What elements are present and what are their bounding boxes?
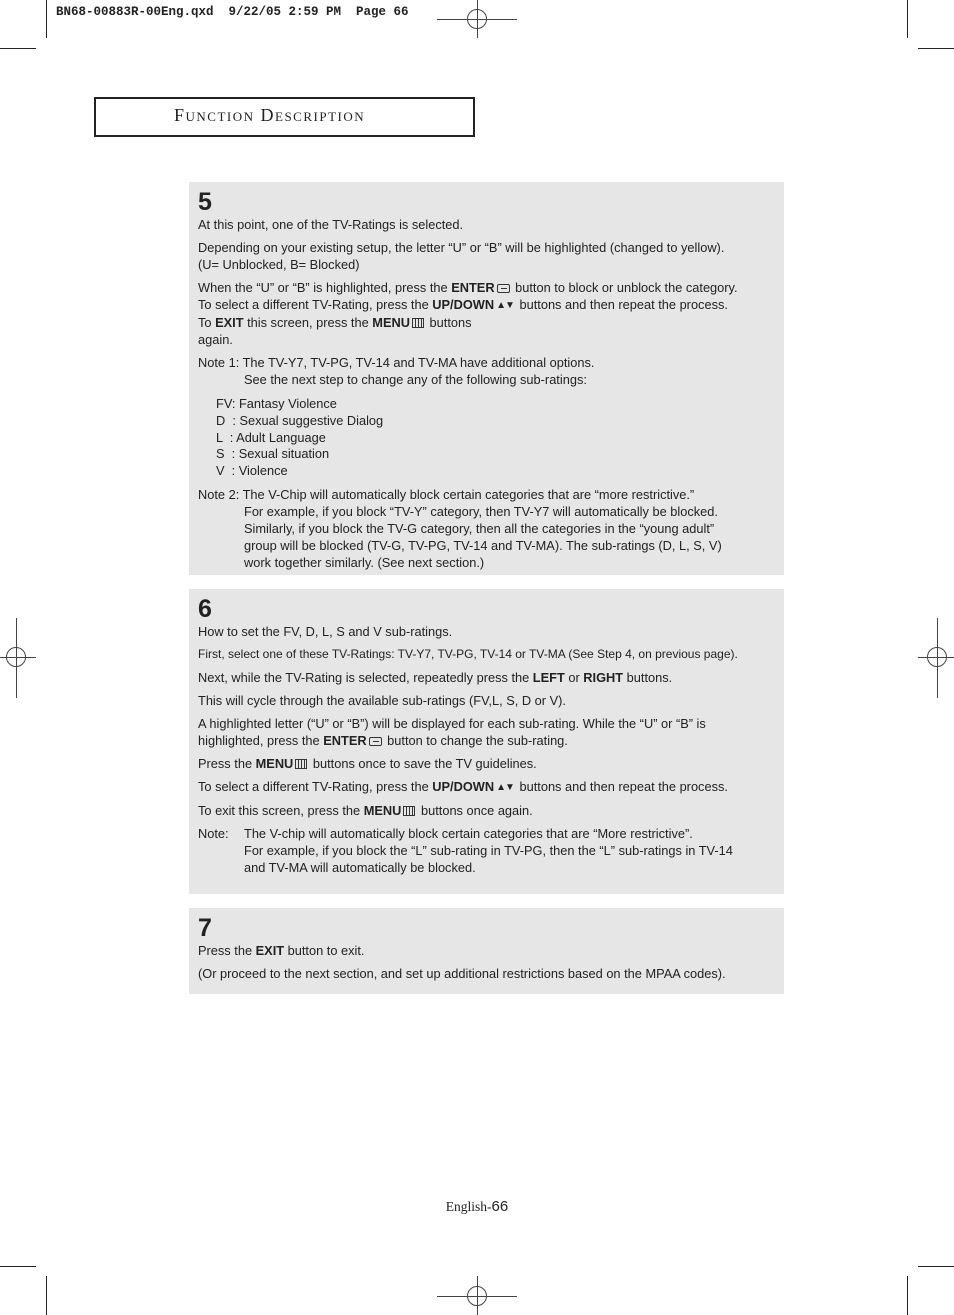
step-text bbox=[198, 778, 775, 796]
menu-icon bbox=[403, 806, 415, 816]
left-key-label: LEFT bbox=[532, 670, 565, 685]
step-text bbox=[198, 669, 775, 686]
step-text: First, select one of these TV-Ratings: TV-Y7, TV-PG, TV-14 or TV-MA (See Step 4, on previous page). bbox=[198, 647, 738, 661]
enter-icon bbox=[497, 284, 510, 293]
text-span: or bbox=[564, 670, 584, 685]
text-span: buttons. bbox=[623, 670, 673, 685]
crop-mark bbox=[907, 0, 908, 38]
sub-ratings-list bbox=[216, 396, 775, 480]
text-span: buttons and then repeat the process. bbox=[515, 297, 728, 312]
text-line: For example, if you block “TV-Y” category, then TV-Y7 will automatically be blocked. bbox=[244, 503, 718, 519]
crop-mark bbox=[46, 0, 47, 38]
list-item: D : Sexual suggestive Dialog bbox=[216, 412, 384, 428]
text-span: When the “U” or “B” is highlighted, press the bbox=[198, 280, 452, 295]
registration-line bbox=[0, 657, 36, 658]
text-span: To bbox=[198, 315, 216, 330]
footer-language: English- bbox=[445, 1199, 492, 1214]
text-line: group will be blocked (TV-G, TV-PG, TV-14 and TV-MA). The sub-ratings (D, L, S, V) bbox=[244, 537, 722, 553]
registration-line bbox=[918, 657, 954, 658]
menu-key-label: MENU bbox=[363, 803, 402, 818]
step-text bbox=[198, 279, 775, 348]
text-span: To select a different TV-Rating, press the bbox=[198, 297, 433, 312]
up-down-arrows-icon: ▲▼ bbox=[496, 300, 514, 311]
text-span: button to change the sub-rating. bbox=[383, 733, 568, 748]
registration-line bbox=[477, 0, 478, 38]
text-span: To exit this screen, press the bbox=[198, 803, 364, 818]
section-title: Function Description bbox=[94, 97, 475, 137]
text-span: button to exit. bbox=[284, 943, 365, 958]
text-line: Note 1: The TV-Y7, TV-PG, TV-14 and TV-MA have additional options. bbox=[198, 355, 595, 370]
text-line: For example, if you block the “L” sub-rating in TV-PG, then the “L” sub-ratings in TV-14 bbox=[244, 843, 733, 858]
file-info-header: BN68-00883R-00Eng.qxd 9/22/05 2:59 PM Page 66 bbox=[56, 5, 409, 19]
text-span: buttons and then repeat the process. bbox=[515, 779, 728, 794]
step-text: (Or proceed to the next section, and set up additional restrictions based on the MPAA codes). bbox=[198, 966, 726, 981]
menu-key-label: MENU bbox=[372, 315, 410, 330]
step-text bbox=[198, 802, 775, 819]
step-text bbox=[198, 755, 775, 772]
right-key-label: RIGHT bbox=[583, 670, 624, 685]
text-span: buttons bbox=[425, 315, 472, 330]
crop-mark bbox=[0, 48, 36, 49]
crop-mark bbox=[46, 1276, 47, 1315]
enter-key-label: ENTER bbox=[451, 280, 495, 295]
up-down-arrows-icon: ▲▼ bbox=[496, 782, 514, 793]
text-span: button to block or unblock the category. bbox=[511, 280, 738, 295]
note bbox=[198, 825, 775, 876]
step-text: This will cycle through the available sub-ratings (FV,L, S, D or V). bbox=[198, 693, 566, 708]
list-item: L : Adult Language bbox=[216, 429, 326, 445]
registration-line bbox=[937, 618, 938, 698]
text-line: and TV-MA will automatically be blocked. bbox=[244, 860, 476, 875]
note-1 bbox=[198, 354, 775, 388]
list-item: V : Violence bbox=[216, 463, 288, 479]
crop-mark bbox=[918, 1266, 954, 1267]
crop-mark bbox=[907, 1276, 908, 1315]
text-line: again. bbox=[198, 332, 233, 347]
enter-key-label: ENTER bbox=[323, 733, 367, 748]
exit-key-label: EXIT bbox=[215, 315, 244, 330]
step-5-panel bbox=[189, 182, 784, 575]
text-span: buttons once to save the TV guidelines. bbox=[309, 756, 537, 771]
updown-key-label: UP/DOWN bbox=[432, 779, 495, 794]
text-line: Depending on your existing setup, the letter “U” or “B” will be highlighted (changed to yellow). bbox=[198, 240, 725, 255]
note-label: Note: bbox=[198, 826, 229, 841]
crop-mark bbox=[918, 48, 954, 49]
step-7-panel bbox=[189, 908, 784, 994]
exit-key-label: EXIT bbox=[255, 943, 285, 958]
crop-mark bbox=[0, 1266, 36, 1267]
step-text bbox=[198, 942, 775, 959]
step-6-panel bbox=[189, 589, 784, 894]
registration-line bbox=[477, 1276, 478, 1315]
updown-key-label: UP/DOWN bbox=[432, 297, 495, 312]
text-line: work together similarly. (See next section.) bbox=[244, 554, 485, 570]
text-span: Press the bbox=[198, 943, 256, 958]
step-number: 5 bbox=[198, 188, 212, 216]
step-text: At this point, one of the TV-Ratings is selected. bbox=[198, 217, 464, 232]
page-footer bbox=[0, 1198, 954, 1215]
text-line bbox=[198, 314, 775, 331]
text-span: this screen, press the bbox=[243, 315, 373, 330]
step-text bbox=[198, 715, 775, 749]
text-line: Note 2: The V-Chip will automatically block certain categories that are “more restrictive.” bbox=[198, 486, 695, 502]
text-span: Next, while the TV-Rating is selected, repeatedly press the bbox=[198, 670, 533, 685]
text-span: highlighted, press the bbox=[198, 733, 324, 748]
menu-icon bbox=[412, 318, 424, 328]
text-line: The V-chip will automatically block certain categories that are “More restrictive”. bbox=[244, 826, 693, 841]
step-number: 6 bbox=[198, 595, 212, 623]
text-line: A highlighted letter (“U” or “B”) will be displayed for each sub-rating. While the “U” or “B” is bbox=[198, 716, 706, 731]
list-item: FV: Fantasy Violence bbox=[216, 396, 337, 411]
text-span: Press the bbox=[198, 756, 256, 771]
menu-icon bbox=[295, 759, 307, 769]
menu-key-label: MENU bbox=[255, 756, 294, 771]
enter-icon bbox=[369, 737, 382, 746]
list-item: S : Sexual situation bbox=[216, 446, 330, 462]
text-line: (U= Unblocked, B= Blocked) bbox=[198, 257, 360, 272]
text-line bbox=[198, 296, 775, 314]
registration-line bbox=[16, 618, 17, 698]
text-line: See the next step to change any of the following sub-ratings: bbox=[244, 372, 587, 387]
page-number: 66 bbox=[491, 1198, 509, 1215]
text-span: buttons once again. bbox=[417, 803, 533, 818]
text-line: Similarly, if you block the TV-G category, then all the categories in the “young adult” bbox=[244, 520, 715, 536]
text-line bbox=[198, 732, 775, 749]
note-body bbox=[244, 825, 733, 876]
note-2 bbox=[198, 486, 775, 571]
step-number: 7 bbox=[198, 914, 212, 942]
text-span: To select a different TV-Rating, press the bbox=[198, 779, 433, 794]
step-text: How to set the FV, D, L, S and V sub-ratings. bbox=[198, 624, 453, 639]
text-line bbox=[198, 279, 775, 296]
step-text bbox=[198, 239, 775, 273]
